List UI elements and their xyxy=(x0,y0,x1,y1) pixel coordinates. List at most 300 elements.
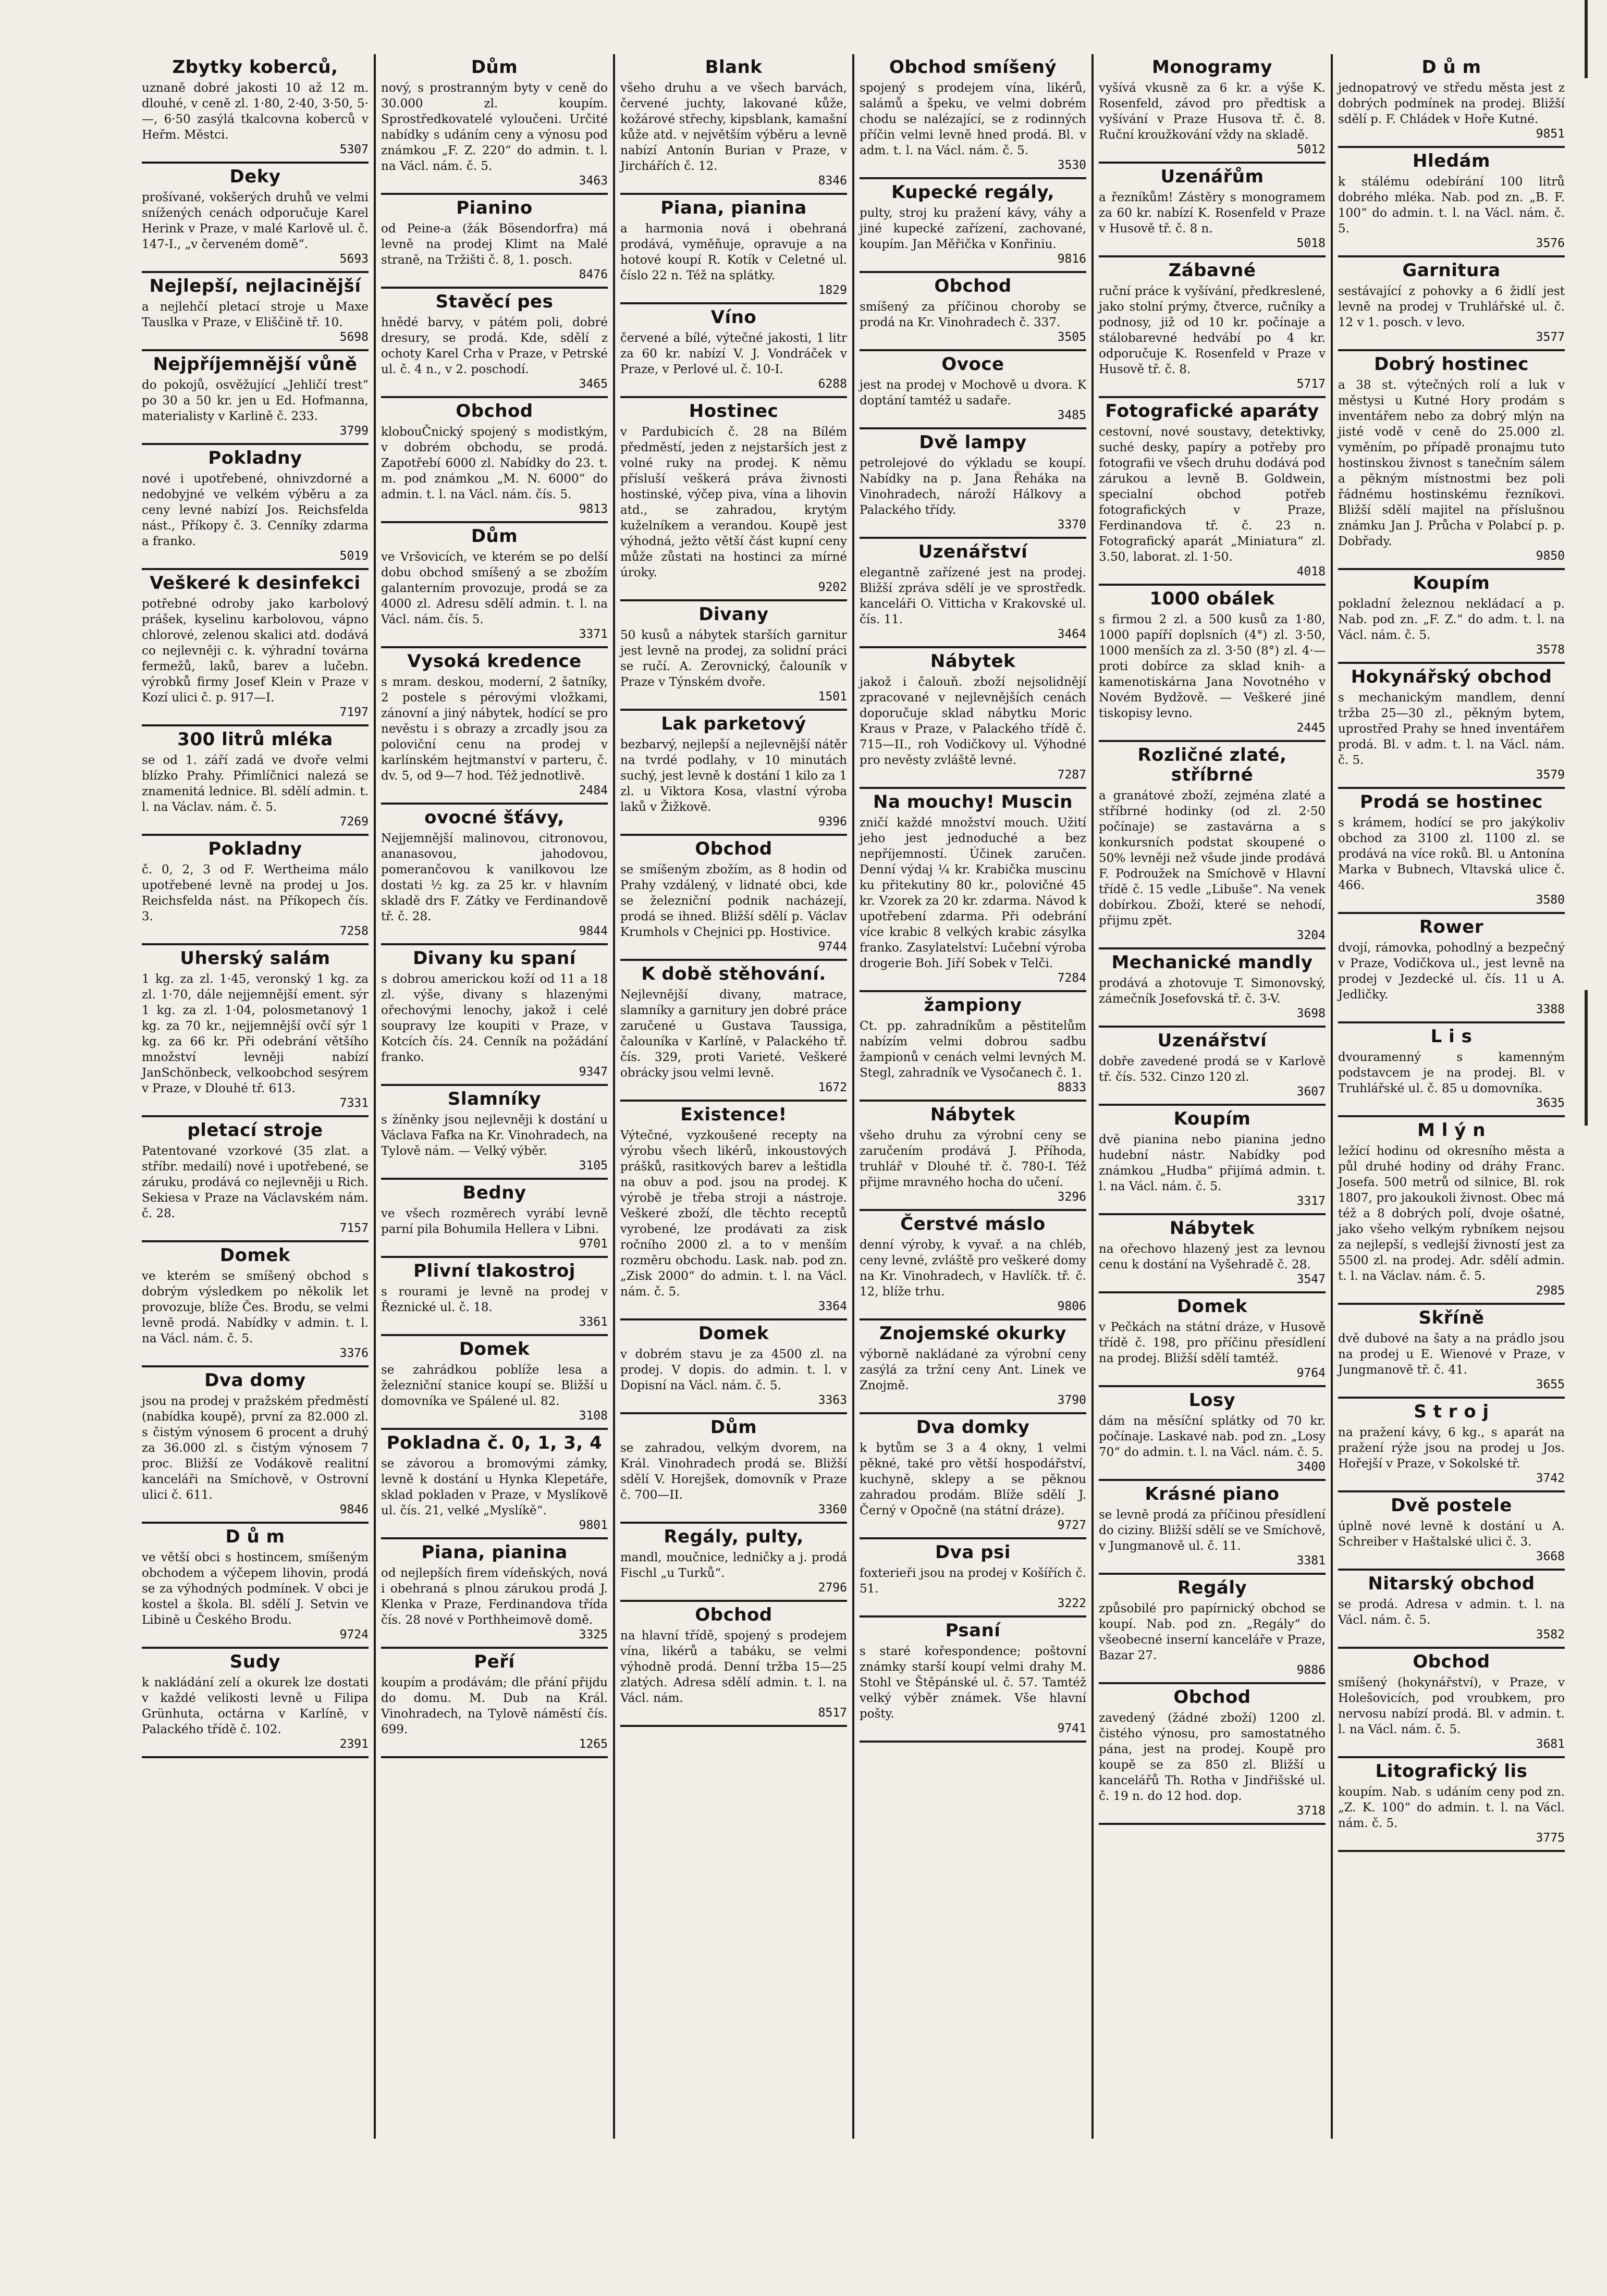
classified-ad xyxy=(860,429,1086,539)
ad-text: nové i upotřebené, ohnivzdorné a nedobyjné ve velkém výběru a za ceny levné nabízí Jos. Reichsfelda nást., Příkopy č. 3. Cenníky zdarma a franko. xyxy=(142,472,369,548)
ad-title: Divany ku spaní xyxy=(413,948,576,969)
ad-title: Na mouchy! Muscin xyxy=(873,792,1073,812)
ad-title: Zábavné xyxy=(1168,260,1256,281)
ad-title: Stavěcí pes xyxy=(435,291,554,312)
classified-ad xyxy=(620,304,847,398)
classified-ad xyxy=(860,351,1086,429)
classified-ad xyxy=(620,1102,847,1320)
ad-text: Nejjemnější malinovou, citronovou, ananasovou, jahodovou, pomerančovou k vanilkovou lze dostati ½ kg. za 25 kr. v hlavním skladě drs F. Zátky ve Ferdinandově tř. č. 28. xyxy=(381,832,608,923)
ad-number: 3463 xyxy=(579,174,608,188)
ad-number: 3718 xyxy=(1296,1804,1326,1818)
ad-text: bezbarvý, nejlepší a nejlevnější nátěr na tvrdé podlahy, v 10 minutách suchý, jest levně k dostání 1 kilo za 1 zl. u Viktora Kosa, vlastní výroba laků v Žižkově. xyxy=(620,738,847,814)
classified-ad xyxy=(142,836,369,945)
ad-title: Zbytky koberců, xyxy=(172,57,338,78)
ad-text: jest na prodej v Mochově u dvora. K doptání tamtéž u sadaře. xyxy=(860,378,1086,408)
ad-title: Obchod smíšený xyxy=(889,57,1057,78)
ad-text: mandl, moučnice, ledničky a j. prodá Fischl „u Turků“. xyxy=(620,1551,847,1580)
ad-text: foxterieři jsou na prodej v Košířích č. 51. xyxy=(860,1566,1086,1596)
ad-title: Existence! xyxy=(680,1104,787,1125)
ad-title: K době stěhování. xyxy=(641,964,826,984)
ad-title: Skříně xyxy=(1418,1307,1485,1328)
ad-text: s mechanickým mandlem, denní tržba 25—30 zl., pěkným bytem, uprostřed Prahy se hned inventářem prodá. Bl. v adm. t. l. na Václ. nám. č. 5. xyxy=(1338,691,1565,767)
ad-text: smíšený za příčinou choroby se prodá na Kr. Vinohradech č. 337. xyxy=(860,300,1086,329)
classified-ad xyxy=(1099,398,1326,586)
ad-title: Nejpříjemnější vůně xyxy=(153,354,358,375)
ad-title: Vysoká kredence xyxy=(407,651,582,672)
ad-text: s rourami je levně na prodej v Řeznické ul. č. 18. xyxy=(381,1285,608,1314)
classified-ad xyxy=(860,992,1086,1102)
classified-ad xyxy=(1099,1575,1326,1684)
ad-title: Uzenářům xyxy=(1160,166,1264,187)
ad-number: 9347 xyxy=(579,1065,608,1079)
ad-title: Čerstvé máslo xyxy=(900,1214,1046,1235)
ad-title: Víno xyxy=(710,307,757,328)
ad-number: 3530 xyxy=(1057,158,1086,172)
ad-number: 7258 xyxy=(339,924,369,938)
ad-number: 9886 xyxy=(1296,1663,1326,1677)
ad-text: k bytům se 3 a 4 okny, 1 velmi pěkné, také pro větší hospodářství, kuchyně, sklepy a se pěknou zahradou prodám. Blíže sdělí J. Černý v Opočně (na státní dráze). xyxy=(860,1441,1086,1517)
ad-number: 9851 xyxy=(1536,127,1565,141)
ad-number: 3325 xyxy=(579,1628,608,1641)
ad-title: Veškeré k desinfekci xyxy=(150,573,361,594)
ad-text: Patentované vzorkové (35 zlat. a stříbr. medailí) nové i upotřebené, se záruku, prodává co nejlevněji u Rich. Sekiesa v Praze na Václavském nám. č. 28. xyxy=(142,1144,369,1220)
ad-title: Plivní tlakostroj xyxy=(413,1261,575,1281)
classified-ad xyxy=(381,648,608,805)
ad-text: 1 kg. za zl. 1·45, veronský 1 kg. za zl. 1·70, dále nejjemnější ement. sýr 1 kg. za zl. 1·04, polosmetanový 1 kg. za 70 kr., nejjemnější ovčí sýr 1 kg. za 66 kr. Při odebrání většího množství levněji nabízí JanSchönbeck, velkoobchod sesýrem v Praze, v Dlouhé tř. 613. xyxy=(142,972,369,1095)
classified-ad xyxy=(381,1430,608,1539)
ad-text: elegantně zařízené jest na prodej. Bližší zpráva sdělí je ve sprostředk. kanceláři O. Vitticha v Krakovské ul. čís. 11. xyxy=(860,566,1086,626)
ad-text: č. 0, 2, 3 od F. Wertheima málo upotřebené levně na prodej u Jos. Reichsfelda nást. na Příkopech čís. 3. xyxy=(142,863,369,923)
classified-ad xyxy=(1338,570,1565,664)
ad-title: Ovoce xyxy=(941,354,1004,375)
ad-title: Lak parketový xyxy=(661,713,806,734)
ad-number: 9724 xyxy=(339,1628,369,1641)
column-2 xyxy=(374,54,613,2139)
ad-text: jakož i čalouň. zboží nejsolidnějí zpracované v nejlevnějších cenách doporučuje sklad nábytku Moric Kraus v Praze, v Palackého třídě č. 715—II., roh Vodičkovy ul. Výhodné pro nevěsty zvláště levné. xyxy=(860,675,1086,767)
ad-number: 1265 xyxy=(579,1737,608,1751)
ad-title: Dvě postele xyxy=(1391,1495,1512,1516)
ad-title: Deky xyxy=(229,166,281,187)
classified-ad xyxy=(142,445,369,570)
classified-ad xyxy=(860,273,1086,351)
classified-ad xyxy=(142,164,369,273)
ad-text: dám na měsíční splátky od 70 kr. počínaje. Laskavé nab. pod zn. „Losy 70“ do admin. t. l. na Václ. nám. č. 5. xyxy=(1099,1414,1326,1459)
ad-number: 1829 xyxy=(818,283,847,297)
ad-text: se zahradou, velkým dvorem, na Král. Vinohradech prodá se. Bližší sdělí V. Horejšek, domovník v Praze č. 700—II. xyxy=(620,1441,847,1502)
ad-number: 9801 xyxy=(579,1519,608,1532)
ad-number: 3799 xyxy=(339,424,369,438)
ad-title: Dobrý hostinec xyxy=(1374,354,1529,375)
ad-title: Obchod xyxy=(934,276,1012,297)
column-3 xyxy=(613,54,852,2139)
classified-ad xyxy=(1338,1492,1565,1571)
ad-title: Fotografické aparáty xyxy=(1105,401,1319,422)
ad-number: 9846 xyxy=(339,1503,369,1516)
ad-number: 2484 xyxy=(579,784,608,797)
column-6 xyxy=(1331,54,1570,2139)
ad-number: 9816 xyxy=(1057,252,1086,266)
classified-ad xyxy=(381,1649,608,1758)
ad-title: Znojemské okurky xyxy=(879,1323,1066,1344)
ad-number: 3388 xyxy=(1536,1003,1565,1016)
ad-text: prošívané, vokšerých druhů ve velmi snížených cenách odporučuje Karel Herink v Praze, v malé Karlově ul. č. 147-I., „v červeném domě“. xyxy=(142,191,369,251)
ad-title: D ů m xyxy=(1421,57,1481,78)
ad-number: 3360 xyxy=(818,1503,847,1516)
ad-number: 2391 xyxy=(339,1737,369,1751)
ad-title: Regály xyxy=(1177,1577,1247,1598)
classified-columns xyxy=(137,54,1570,2139)
ad-title: Psaní xyxy=(945,1620,1001,1641)
classified-ad xyxy=(860,179,1086,273)
classified-ad xyxy=(381,945,608,1086)
ad-number: 5012 xyxy=(1296,143,1326,156)
ad-text: a nejlehčí pletací stroje u Maxe Tauslka v Praze, v Eliščině tř. 10. xyxy=(142,300,369,329)
ad-title: Peří xyxy=(474,1651,515,1672)
classified-ad xyxy=(1099,586,1326,742)
ad-text: s mram. deskou, moderní, 2 šatníky, 2 postele s pérovými vložkami, zánovní a jiný nábytek, hodící se pro nevěstu i s obrazy a zrcadly jsou za poloviční cenu na prodej v karlínském hejtmanství v parteru, č. dv. 5, od 9—7 hod. Též jednotlivě. xyxy=(381,675,608,783)
ad-title: Nábytek xyxy=(1169,1218,1255,1239)
ad-title: M l ý n xyxy=(1417,1120,1486,1141)
ad-number: 3635 xyxy=(1536,1096,1565,1110)
ad-number: 6288 xyxy=(818,377,847,391)
classified-ad xyxy=(860,1618,1086,1743)
ad-title: Mechanické mandly xyxy=(1111,952,1313,973)
classified-ad xyxy=(1338,257,1565,351)
ad-text: dvě pianina nebo pianina jedno hudební nástr. Nabídky pod známkou „Hudba“ přijímá admin. t. l. na Václ. nám. č. 5. xyxy=(1099,1133,1326,1193)
ad-number: 3376 xyxy=(339,1347,369,1360)
ad-number: 7284 xyxy=(1057,971,1086,985)
ad-text: na ořechovo hlazený jest za levnou cenu k dostání na Vyšehradě č. 28. xyxy=(1099,1242,1326,1272)
classified-ad xyxy=(1338,664,1565,789)
ad-number: 3775 xyxy=(1536,1831,1565,1845)
ad-number: 3105 xyxy=(579,1159,608,1172)
ad-text: denní výroby, k vyvař. a na chléb, ceny levné, zvláště pro veškeré domy na Kr. Vinohradech, v Havlíčk. tř. č. 12, blíže trhu. xyxy=(860,1238,1086,1299)
ad-text: hnědé barvy, v pátém poli, dobré dresury, se prodá. Kde, sdělí z ochoty Karel Crha v Praze, v Petrské ul. č. 4 n., v 2. poschodí. xyxy=(381,316,608,376)
ad-title: Blank xyxy=(705,57,763,78)
ad-text: s krámem, hodící se pro jakýkoliv obchod za 3100 zl. 1100 zl. se prodává na více roků. Bl. u Antonína Marka v Bubnech, Vltavská ulice č. 466. xyxy=(1338,816,1565,892)
ad-title: Sudy xyxy=(229,1651,281,1672)
ad-number: 9806 xyxy=(1057,1300,1086,1313)
ad-text: s žíněnky jsou nejlevněji k dostání u Václava Fafka na Kr. Vinohradech, na Tylově nám. — Velký výběr. xyxy=(381,1113,608,1158)
ad-number: 3364 xyxy=(818,1300,847,1313)
ad-number: 3579 xyxy=(1536,768,1565,782)
classified-ad xyxy=(860,539,1086,648)
ad-number: 5717 xyxy=(1296,377,1326,391)
classified-ad xyxy=(1338,1571,1565,1649)
classified-ad xyxy=(142,273,369,351)
ad-text: od Peine-a (žák Bösendorfra) má levně na prodej Klimt na Malé straně, na Tržišti č. 8, 1. posch. xyxy=(381,222,608,267)
ad-text: k nakládání zelí a okurek lze dostati v každé velikosti levně u Filipa Grünhuta, octárna v Karlíně, v Palackého třídě č. 102. xyxy=(142,1676,369,1736)
ad-number: 3505 xyxy=(1057,330,1086,344)
classified-ad xyxy=(1338,914,1565,1023)
classified-ad xyxy=(142,1117,369,1242)
classified-ad xyxy=(1338,1758,1565,1852)
ad-title: Dva domky xyxy=(916,1417,1030,1438)
ad-text: červené a bílé, výtečné jakosti, 1 litr za 60 kr. nabízí V. J. Vondráček v Praze, v Perlové ul. č. 10-I. xyxy=(620,331,847,376)
column-4 xyxy=(852,54,1091,2139)
ad-text: Nejlevnější divany, matrace, slamníky a garnitury jen dobré práce zaručené u Gustava Taussiga, čalouníka v Karlíně, v Palackého tř. čís. 329, proti Varieté. Veškeré obrácky jsou velmi levně. xyxy=(620,988,847,1080)
classified-ad xyxy=(1099,1293,1326,1387)
classified-ad xyxy=(620,1414,847,1524)
ad-title: Pianino xyxy=(456,197,533,218)
ad-number: 9727 xyxy=(1057,1519,1086,1532)
ad-title: S t r o j xyxy=(1414,1401,1489,1422)
ad-text: dvouramenný s kamenným podstavcem je na prodej. Bl. v Truhlářské ul. č. 85 u domovníka. xyxy=(1338,1051,1565,1095)
classified-ad xyxy=(1099,1215,1326,1293)
ad-text: se prodá. Adresa v admin. t. l. na Václ. nám. č. 5. xyxy=(1338,1598,1565,1627)
classified-ad xyxy=(1099,1684,1326,1825)
ad-number: 9844 xyxy=(579,924,608,938)
ad-number: 8476 xyxy=(579,268,608,281)
ad-title: Litografický lis xyxy=(1375,1761,1528,1782)
ad-title: Hostinec xyxy=(689,401,779,422)
classified-ad xyxy=(381,289,608,398)
ad-title: ovocné šťávy, xyxy=(424,807,565,828)
ad-title: Piana, pianina xyxy=(660,197,807,218)
ad-number: 3578 xyxy=(1536,643,1565,657)
ad-text: ve kterém se smíšený obchod s dobrým výsledkem po několik let provozuje, blíže Čes. Brodu, se velmi levně prodá. Nabídky v admin. t. l. na Václ. nám. č. 5. xyxy=(142,1269,369,1345)
ad-text: zničí každé množství mouch. Užití jeho jest jednoduché a bez nepříjemností. Účinek zaručen. Denní výdaj ¼ kr. Krabička muscinu ku přitekutiny 80 kr., polovičné 45 kr. Vzorek za 20 kr. zdarma. Návod k upotřebení zdarma. Při odebrání více krabic 8 velkých krabic zásylka franko. Zasylatelství: Lučební výroba drogerie Boh. Jiří Sobek v Telči. xyxy=(860,816,1086,970)
ad-number: 2985 xyxy=(1536,1284,1565,1298)
ad-title: Koupím xyxy=(1173,1108,1251,1129)
classified-ad xyxy=(142,1524,369,1649)
ad-title: Pokladny xyxy=(208,448,302,468)
classified-ad xyxy=(620,836,847,961)
ad-text: potřebné odroby jako karbolový prášek, kyselinu karbolovou, vápno chlorové, zelenou skalici atd. dodává co nejlevněji c. k. výhradní továrna fermežů, laků, barev a lučebn. výrobků firmy Josef Klein v Praze v Kozí ulici č. p. 917—I. xyxy=(142,597,369,705)
ad-text: jsou na prodej v pražském předměstí (nabídka koupě), první za 82.000 zl. s čistým výnosem 6 procent a druhý za 36.000 zl. s čistým výnosem 7 proc. Bližší ze Vodákově realitní kanceláři na Smíchově, v Ostrovní ulici č. 611. xyxy=(142,1394,369,1502)
classified-ad xyxy=(1338,1305,1565,1399)
ad-text: úplně nové levně k dostání u A. Schreiber v Haštalské ulici č. 3. xyxy=(1338,1520,1565,1549)
ad-title: Prodá se hostinec xyxy=(1360,792,1543,812)
ad-text: do pokojů, osvěžující „Jehličí trest“ po 30 a 50 kr. jen u Ed. Hofmanna, materialisty v Karlině č. 233. xyxy=(142,378,369,423)
ad-number: 3485 xyxy=(1057,409,1086,422)
ad-text: způsobilé pro papírnický obchod se koupí. Nab. pod zn. „Regály“ do všeobecné inserní kanceláře v Praze, Bazar 27. xyxy=(1099,1602,1326,1662)
ad-title: Piana, pianina xyxy=(421,1542,568,1563)
classified-ad xyxy=(620,398,847,601)
ad-title: Obchod xyxy=(695,1604,772,1625)
classified-ad xyxy=(142,726,369,836)
ad-title: Nábytek xyxy=(930,1104,1016,1125)
ad-title: Hokynářský obchod xyxy=(1351,666,1552,687)
classified-ad xyxy=(381,54,608,195)
ad-text: a řezníkům! Zástěry s monogramem za 60 kr. nabízí K. Rosenfeld v Praze v Husově tř. č. 8 n. xyxy=(1099,191,1326,236)
ad-title: Garnitura xyxy=(1402,260,1501,281)
ad-number: 3465 xyxy=(579,377,608,391)
ad-text: všeho druhu za výrobní ceny se zaručením prodává J. Příhoda, truhlář v Dlouhé tř. č. 780-I. Též přijme mravného hocha do učení. xyxy=(860,1129,1086,1189)
classified-ad xyxy=(1338,351,1565,570)
ad-text: prodává a zhotovuje T. Simonovský, zámečník Josefovská tř. č. 3-V. xyxy=(1099,977,1326,1006)
classified-ad xyxy=(1338,1023,1565,1117)
ad-title: Rozličné zlaté, stříbrné xyxy=(1137,745,1287,785)
ad-number: 3547 xyxy=(1296,1273,1326,1286)
ad-title: Hledám xyxy=(1413,151,1490,171)
ad-title: L i s xyxy=(1430,1026,1473,1047)
ad-number: 5019 xyxy=(339,549,369,563)
ad-text: s firmou 2 zl. a 500 kusů za 1·80, 1000 papíří doplsních (4°) zl. 3·50, 1000 menších za zl. 3·50 (8°) zl. 4·— proti dobírce za sklad knih- a kamenotiskárna Jana Novotného v Novém Bydžově. — Veškeré jiné tiskopisy levno. xyxy=(1099,613,1326,720)
ad-number: 7287 xyxy=(1057,768,1086,782)
ad-text: na hlavní třídě, spojený s prodejem vína, likérů a tabáku, se velmi výhodně prodá. Denní tržba 15—25 zlatých. Adresa sdělí admin. t. l. na Václ. nám. xyxy=(620,1629,847,1705)
ad-title: Obchod xyxy=(456,401,533,422)
ad-text: vyšívá vkusně za 6 kr. a výše K. Rosenfeld, závod pro předtisk a vyšívání v Praze Husova tř. č. 8. Ruční kroužkování vždy na skladě. xyxy=(1099,81,1326,142)
ad-number: 3381 xyxy=(1296,1554,1326,1567)
ad-text: petrolejové do výkladu se koupí. Nabídky na p. Jana Řeháka na Vinohradech, nároží Hálkovy a Palackého třídy. xyxy=(860,456,1086,517)
ad-number: 1672 xyxy=(818,1081,847,1094)
classified-ad xyxy=(620,1524,847,1602)
ad-number: 3296 xyxy=(1057,1190,1086,1204)
ad-number: 9744 xyxy=(818,940,847,954)
ad-text: se levně prodá za příčinou přesídlení do ciziny. Bližší sdělí se ve Smíchově, v Jungmanově ul. č. 11. xyxy=(1099,1508,1326,1553)
classified-ad xyxy=(1099,257,1326,398)
classified-ad xyxy=(1338,1117,1565,1305)
ad-text: jednopatrový ve středu města jest z dobrých podmínek na prodej. Bližší sdělí p. F. Chládek v Hoře Kutné. xyxy=(1338,81,1565,126)
ad-number: 3790 xyxy=(1057,1393,1086,1407)
ad-text: a 38 st. výtečných rolí a luk v městysi u Kutné Hory prodám s inventářem nebo za dobrý mlýn na jisté vodě v ceně do 25.000 zl. vyměním, po případě pronajmu tuto hostinskou živnost s tanečním sálem a pěkným místnostmi bez poli řádnému hostinskému řezníkovi. Bližší sdělí majitel na příslušnou známku Jan J. Průcha v Polabcí p. p. Dobřady. xyxy=(1338,378,1565,548)
classified-ad xyxy=(1099,1106,1326,1215)
ad-number: 8833 xyxy=(1057,1081,1086,1094)
ad-title: Uzenářství xyxy=(918,541,1028,562)
ad-number: 3742 xyxy=(1536,1472,1565,1485)
ad-text: s staré kořespondence; poštovní známky starší koupí velmi drahy M. Stohl ve Štěpánské ul. č. 57. Tamtéž velký výběr známek. Vše hlavní pošty. xyxy=(860,1645,1086,1721)
ad-title: Domek xyxy=(219,1245,291,1266)
ad-text: klobouČnický spojený s modistkým, v dobrém obchodu, se prodá. Zapotřebí 6000 zl. Nabídky do 23. t. m. pod známkou „M. N. 6000“ do admin. t. l. na Václ. nám. čís. 5. xyxy=(381,425,608,501)
classified-ad xyxy=(620,1320,847,1414)
ad-number: 3361 xyxy=(579,1315,608,1329)
classified-ad xyxy=(142,945,369,1117)
classified-ad xyxy=(860,1102,1086,1211)
classified-ad xyxy=(1338,789,1565,914)
ad-title: Nejlepší, nejlacinější xyxy=(149,276,361,297)
ad-title: Obchod xyxy=(1173,1687,1251,1708)
ad-title: Dům xyxy=(471,57,518,78)
ad-title: Monogramy xyxy=(1152,57,1272,78)
classified-ad xyxy=(860,54,1086,179)
ad-number: 9701 xyxy=(579,1237,608,1251)
classified-ad xyxy=(1338,1649,1565,1758)
ad-title: Nitarský obchod xyxy=(1368,1573,1535,1594)
ad-number: 3204 xyxy=(1296,929,1326,942)
ad-number: 8346 xyxy=(818,174,847,188)
ad-title: žampiony xyxy=(924,995,1022,1016)
ad-text: se od 1. září zadá ve dvoře velmi blízko Prahy. Přimlíčnici nalezá se znamenitá lednice. Bl. sdělí admin. t. l. na Václav. nám. č. 5. xyxy=(142,754,369,814)
ad-title: Dva psi xyxy=(935,1542,1011,1563)
ad-text: se závorou a bromovými zámky, levně k dostání u Hynka Klepetáře, sklad pokladen v Praze, v Myslíkově ul. čís. 21, velké „Myslíkě“. xyxy=(381,1457,608,1517)
classified-ad xyxy=(142,54,369,164)
ad-text: na pražení kávy, 6 kg., s aparát na pražení rýže jsou na prodej u Jos. Hořejší v Praze, v Sokolské tř. xyxy=(1338,1426,1565,1471)
classified-ad xyxy=(1099,54,1326,164)
ad-number: 3371 xyxy=(579,627,608,641)
ad-title: Uzenářství xyxy=(1157,1030,1267,1051)
ad-number: 3698 xyxy=(1296,1007,1326,1020)
classified-ad xyxy=(381,1258,608,1336)
ad-number: 3108 xyxy=(579,1409,608,1423)
ad-text: pokladní železnou nekládací a p. Nab. pod zn. „F. Z.“ do adm. t. l. na Václ. nám. č. 5. xyxy=(1338,597,1565,642)
ad-number: 3577 xyxy=(1536,330,1565,344)
ad-number: 9813 xyxy=(579,502,608,516)
ad-number: 8517 xyxy=(818,1706,847,1720)
ad-title: Uherský salám xyxy=(180,948,330,969)
ad-text: koupím a prodávám; dle přání přijdu do domu. M. Dub na Král. Vinohradech, na Tylově náměstí čís. 699. xyxy=(381,1676,608,1736)
ad-title: Divany xyxy=(698,604,769,625)
classified-ad xyxy=(381,1539,608,1649)
ad-title: D ů m xyxy=(225,1526,285,1547)
classified-ad xyxy=(1099,1481,1326,1575)
ad-text: a granátové zboží, zejména zlaté a stříbrné hodinky (od zl. 2·50 počínaje) se zastavárna a s konkursních podstat skoupené o 50% levněji než všude jinde prodává F. Podroužek na Smíchově v Hlavní třídě č. 15 vedle „Libuše“. Na venek dobírkou. Zboží, které se nehodí, přijmu zpět. xyxy=(1099,789,1326,928)
ad-text: k stálému odebírání 100 litrů dobrého mléka. Nab. pod zn. „B. F. 100“ do admin. t. l. na Václ. nám. č. 5. xyxy=(1338,175,1565,236)
ad-number: 9202 xyxy=(818,581,847,594)
classified-ad xyxy=(860,648,1086,789)
ad-title: 1000 obálek xyxy=(1149,588,1275,609)
ad-number: 7269 xyxy=(339,815,369,829)
ad-text: ve všech rozměrech vyrábí levně parní pila Bohumila Hellera v Libni. xyxy=(381,1207,608,1236)
ad-text: sestávající z pohovky a 6 židlí jest levně na prodej v Truhlářské ul. č. 12 v 1. posch. v levo. xyxy=(1338,285,1565,329)
classified-ad xyxy=(1099,1387,1326,1481)
ad-title: Pokladna č. 0, 1, 3, 4 xyxy=(386,1433,603,1453)
classified-ad xyxy=(381,1180,608,1258)
ad-text: Výtečné, vyzkoušené recepty na výrobu všech likérů, inkoustových prášků, rasitkových barev a leštidla na obuv a pod. jsou na prodej. K výrobě je třeba stroji a nástroje. Veškeré zboží, dle těchto receptů vyrobené, lze prodávati za zisk ročního 2000 zl. a to v menším rozměru obchodu. Lask. nab. pod zn. „Zisk 2000“ do admin. t. l. na Václ. nám. č. 5. xyxy=(620,1129,847,1299)
classified-ad xyxy=(1099,742,1326,949)
classified-ad xyxy=(620,54,847,195)
ad-text: v Pardubicích č. 28 na Bílém předměstí, jeden z nejstarších jest z volné ruky na prodej. K němu přísluší veškerá práva živnosti hostinské, výčep piva, vína a lihovin atd., se zahradou, krytým kuželníkem a verandou. Koupě jest výhodná, ježto větší část kupní ceny může zůstati na hostinci za mírné úroky. xyxy=(620,425,847,579)
ad-number: 5307 xyxy=(339,143,369,156)
classified-ad xyxy=(1338,54,1565,148)
classified-ad xyxy=(142,1242,369,1367)
ad-number: 3681 xyxy=(1536,1737,1565,1751)
ad-text: smíšený (hokynářství), v Praze, v Holešovicích, pod vroubkem, pro nervosu nabízí prodá. Bl. v admin. t. l. na Václ. nám. č. 5. xyxy=(1338,1676,1565,1736)
ad-text: ruční práce k vyšívání, předkreslené, jako stolní prýmy, čtverce, ručníky a podnosy, již od 10 kr. počínaje a stálobarevné hedvábí po 4 kr. odporučuje K. Rosenfeld v Praze v Husově tř. č. 8. xyxy=(1099,285,1326,376)
ad-title: Bedny xyxy=(462,1182,526,1203)
classified-ad xyxy=(381,1086,608,1180)
ad-number: 7197 xyxy=(339,706,369,719)
ad-title: Koupím xyxy=(1413,573,1490,594)
ad-number: 3668 xyxy=(1536,1550,1565,1563)
ad-text: cestovní, nové soustavy, detektivky, suché desky, papíry a potřeby pro fotografii ve všech druhu dodává pod zárukou a levně B. Goldwein, specialní obchod potřeb fotografických v Praze, Ferdinandova tř. č. 23 n. Fotografický aparát „Miniatura“ zl. 3.50, laborat. zl. 1·50. xyxy=(1099,425,1326,564)
ad-text: zavedený (žádné zboží) 1200 zl. čistého výnosu, pro samostatného pána, jest na prodej. Koupě pro koupě se za 850 zl. Bližší u kancelářů Th. Rotha v Jindřišské ul. č. 19 n. do 12 hod. dop. xyxy=(1099,1711,1326,1803)
ad-text: 50 kusů a nábytek starších garnitur jest levně na prodej, za solidní práci se ručí. A. Zerovnický, čalouník v Praze v Týnském dvoře. xyxy=(620,628,847,689)
ad-text: se smíšeným zbožím, as 8 hodin od Prahy vzdálený, v lidnaté obci, kde se železniční podnik nacházejí, prodá se ihned. Bližší sdělí p. Václav Krumhols v Chejnici pp. Hostivice. xyxy=(620,863,847,939)
ad-title: Obchod xyxy=(1413,1651,1490,1672)
ad-text: s dobrou americkou koží od 11 a 18 zl. výše, divany s hlazenými ořechovými lenochy, jakož i celé soupravy lze koupiti v Praze, v Kotcích čís. 24. Cenník na požádání franko. xyxy=(381,972,608,1064)
page-edge-mark xyxy=(1585,0,1588,78)
classified-ad xyxy=(381,1336,608,1430)
ad-title: Obchod xyxy=(695,838,772,859)
ad-number: 7157 xyxy=(339,1221,369,1235)
ad-number: 3222 xyxy=(1057,1597,1086,1610)
ad-number: 3582 xyxy=(1536,1628,1565,1641)
ad-number: 5698 xyxy=(339,330,369,344)
classified-ad xyxy=(620,961,847,1102)
ad-number: 3370 xyxy=(1057,518,1086,532)
ad-text: ve Vršovicích, ve kterém se po delší dobu obchod smíšený a se zbožím galanterním provozuje, prodá se za 4000 zl. Adresu sdělí admin. t. l. na Václ. nám. čís. 5. xyxy=(381,550,608,626)
ad-text: ve větší obci s hostincem, smíšeným obchodem a výčepem lihovin, prodá se za výhodných podmínek. V obci je kostel a škola. Bl. sdělí J. Setvin ve Libině u Českého Brodu. xyxy=(142,1551,369,1627)
ad-text: a harmonia nová i obehraná prodává, vyměňuje, opravuje a na hotové koupí R. Kotík v Celetné ul. číslo 22 n. Též na splátky. xyxy=(620,222,847,282)
ad-title: Losy xyxy=(1188,1390,1236,1411)
ad-title: Domek xyxy=(1176,1296,1248,1317)
ad-number: 9764 xyxy=(1296,1366,1326,1380)
ad-number: 3464 xyxy=(1057,627,1086,641)
ad-title: Dvě lampy xyxy=(919,432,1027,453)
ad-text: uznaně dobré jakosti 10 až 12 m. dlouhé, v ceně zl. 1·80, 2·40, 3·50, 5·—, 6·50 zasýlá tkalcovna koberců v Heřm. Městci. xyxy=(142,81,369,142)
ad-title: 300 litrů mléka xyxy=(177,729,333,750)
ad-title: Nábytek xyxy=(930,651,1016,672)
ad-number: 1501 xyxy=(818,690,847,703)
ad-title: pletací stroje xyxy=(187,1120,323,1141)
ad-text: koupím. Nab. s udáním ceny pod zn. „Z. K. 100“ do admin. t. l. na Václ. nám. č. 5. xyxy=(1338,1785,1565,1830)
classified-ad xyxy=(620,195,847,304)
ad-text: ležící hodinu od okresního města a půl druhé hodiny od dráhy Franc. Josefa. 500 metrů od silnice, Bl. rok 1807, pro jakoukoli živnost. Obec má též a 8 dobrých polí, dvoje ošatné, jako všeho velkým rybníkem nejsou za nejlepší, s vedlejší živností jest za 5500 zl. na prodej. Adr. sdělí admin. t. l. na Václav. nám. č. 5. xyxy=(1338,1144,1565,1283)
classified-ad xyxy=(1338,1399,1565,1492)
ad-text: v Pečkách na státní dráze, v Husově třídě č. 198, pro příčinu přesídlení na prodej. Bližší sdělí tamtéž. xyxy=(1099,1320,1326,1365)
ad-title: Pokladny xyxy=(208,838,302,859)
